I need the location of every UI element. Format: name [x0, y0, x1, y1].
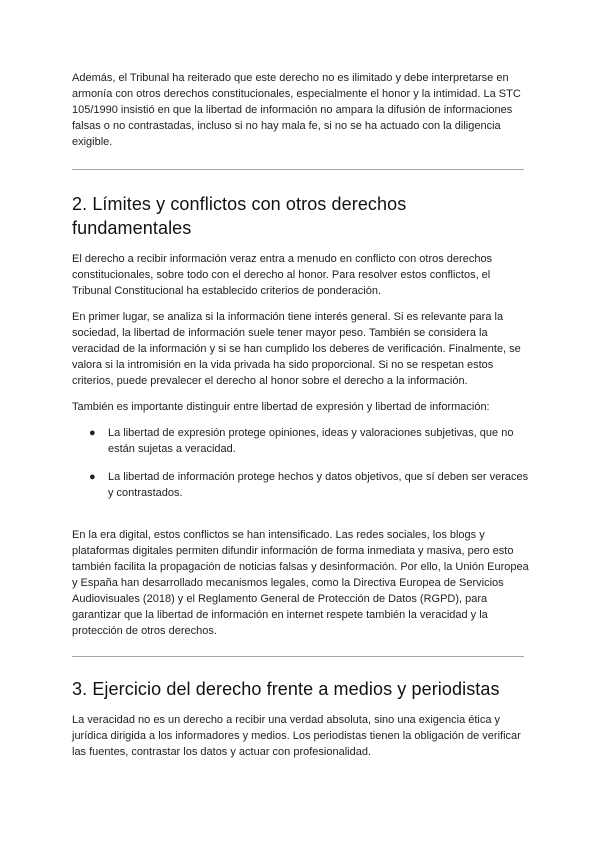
section-3-heading: 3. Ejercicio del derecho frente a medios y periodistas — [72, 679, 500, 699]
section-3-paragraph: La veracidad no es un derecho a recibir una verdad absoluta, sino una exigencia ética y jurídica dirigida a los informadores y medios. Los periodistas tienen la obligación de verificar las fuentes, contrastar los datos y actuar con profesionalidad. — [72, 714, 521, 758]
expression-vs-information-list — [72, 425, 530, 501]
section-divider — [72, 656, 524, 657]
intro-paragraph: Además, el Tribunal ha reiterado que este derecho no es ilimitado y debe interpretarse en armonía con otros derechos constitucionales, especialmente el honor y la intimidad. La STC 105/1990 insistió en que la libertad de información no ampara la difusión de informaciones falsas o no contrastadas, incluso si no hay mala fe, si no se ha actuado con la diligencia exigible. — [72, 72, 521, 148]
list-item — [72, 425, 530, 457]
bullet-icon: ● — [89, 427, 96, 439]
list-item — [72, 469, 530, 501]
section-2-closing-paragraph: En la era digital, estos conflictos se han intensificado. Las redes sociales, los blogs y plataformas digitales permiten difundir información de forma inmediata y masiva, pero esto también facilita la propagación de noticias falsas y desinformación. Por ello, la Unión Europea y España han desarrollado mecanismos legales, como la Directiva Europea de Servicios Audiovisuales (2018) y el Reglamento General de Protección de Datos (RGPD), para garantizar que la libertad de información en internet respete también la veracidad y la protección de otros derechos. — [72, 529, 529, 637]
section-2-paragraph-3: También es importante distinguir entre libertad de expresión y libertad de información: — [72, 401, 490, 413]
section-2-paragraph-1: El derecho a recibir información veraz entra a menudo en conflicto con otros derechos constitucionales, sobre todo con el derecho al honor. Para resolver estos conflictos, el Tribunal Constitucional ha establecido criterios de ponderación. — [72, 253, 493, 297]
section-divider — [72, 169, 524, 170]
section-2-heading: 2. Límites y conflictos con otros derechos fundamentales — [72, 194, 407, 238]
bullet-icon: ● — [89, 471, 96, 483]
list-item-text: La libertad de expresión protege opiniones, ideas y valoraciones subjetivas, que no están sujetas a veracidad. — [108, 427, 514, 455]
list-item-text: La libertad de información protege hechos y datos objetivos, que sí deben ser veraces y contrastados. — [108, 471, 529, 499]
section-2-paragraph-2: En primer lugar, se analiza si la información tiene interés general. Si es relevante para la sociedad, la libertad de información suele tener mayor peso. También se considera la veracidad de la información y si se han cumplido los deberes de verificación. Finalmente, se valora si la intromisión en la vida privada ha sido proporcional. Si no se respetan estos criterios, puede prevalecer el derecho al honor sobre el derecho a la información. — [72, 311, 521, 387]
document-page — [72, 70, 530, 760]
